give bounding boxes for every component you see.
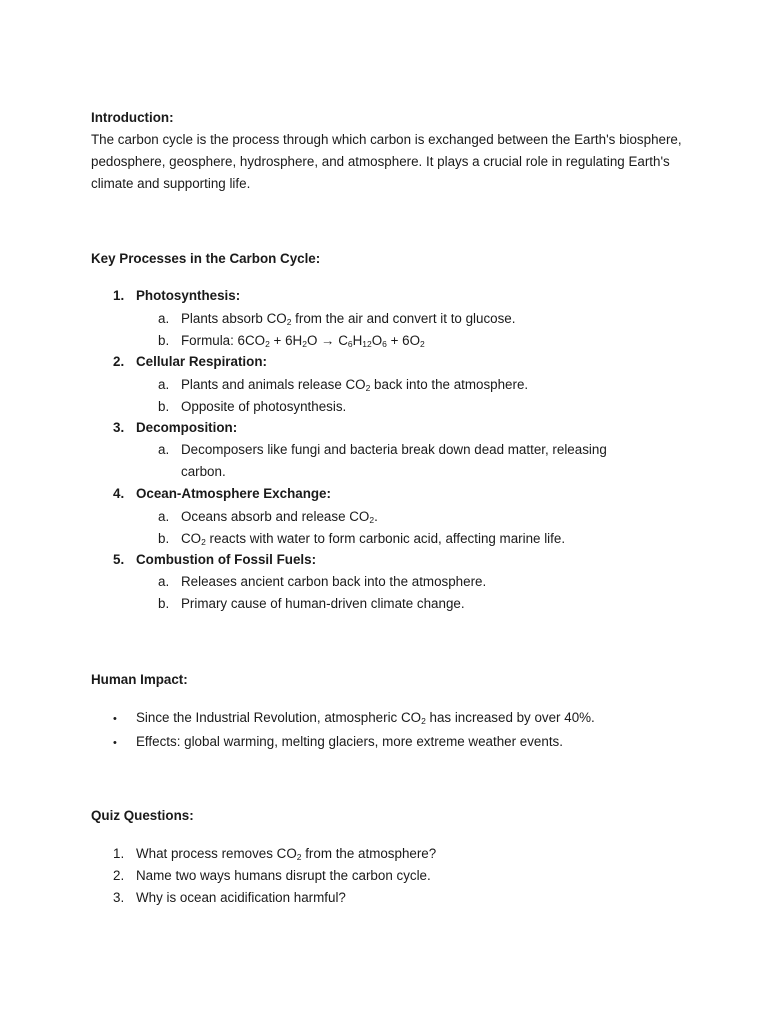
sub-item (158, 593, 658, 615)
sub-text: Plants absorb $CO_2$ from the air and convert it to glucose. (181, 311, 516, 327)
question-number: 2. (113, 868, 125, 883)
question-number: 3. (113, 890, 125, 905)
list-number: 4. (113, 486, 125, 501)
sub-letter: a. (158, 574, 170, 589)
sub-letter: b. (158, 596, 170, 611)
sub-letter: b. (158, 333, 170, 348)
quiz-question: 2. Name two ways humans disrupt the carbon cycle. (113, 865, 431, 887)
process-item-photosynthesis (113, 285, 240, 307)
quiz-heading: Quiz Questions: (91, 808, 194, 823)
formula-text: Formula: $6CO_2 + 6H_2O \to C_6H_{12}O_6 + 6O_2$ (181, 333, 425, 349)
list-number: 1. (113, 288, 125, 303)
sub-item (158, 528, 658, 550)
process-title: Ocean-Atmosphere Exchange: (136, 486, 331, 501)
sub-letter: a. (158, 442, 170, 457)
question-number: 1. (113, 846, 125, 861)
bullet-item: • Effects: global warming, melting glaciers, more extreme weather events. (113, 731, 563, 754)
sub-text: Releases ancient carbon back into the atmosphere. (181, 574, 487, 589)
intro-paragraph: The carbon cycle is the process through which carbon is exchanged between the Earth's biosphere, pedosphere, geosphere, hydrosphere, and atmosphere. It plays a crucial role in regulating Earth's climate and supporting life. (91, 132, 682, 191)
sub-item (158, 308, 658, 330)
bullet-item: • Since the Industrial Revolution, atmospheric $CO_2$ has increased by over 40%. (113, 707, 595, 730)
process-title: Photosynthesis: (136, 288, 241, 303)
sub-item-formula (158, 330, 658, 352)
sub-item (158, 506, 658, 528)
sub-item (158, 439, 658, 483)
key-processes-heading: Key Processes in the Carbon Cycle: (91, 251, 321, 266)
quiz-question: 1. What process removes $CO_2$ from the atmosphere? (113, 843, 436, 865)
process-title: Decomposition: (136, 420, 238, 435)
sub-item (158, 396, 658, 418)
sub-letter: a. (158, 311, 170, 326)
list-number: 5. (113, 552, 125, 567)
process-item-decomposition (113, 417, 237, 439)
sub-text: Plants and animals release $CO_2$ back into the atmosphere. (181, 377, 529, 393)
sub-text: Oceans absorb and release $CO_2$. (181, 509, 378, 525)
sub-letter: b. (158, 531, 170, 546)
process-item-cellular-respiration (113, 351, 267, 373)
process-title: Cellular Respiration: (136, 354, 267, 369)
process-title: Combustion of Fossil Fuels: (136, 552, 317, 567)
list-number: 2. (113, 354, 125, 369)
bullet-icon: • (113, 737, 117, 749)
process-item-combustion (113, 549, 316, 571)
sub-text: Decomposers like fungi and bacteria break down dead matter, releasing carbon. (181, 442, 607, 479)
list-number: 3. (113, 420, 125, 435)
human-impact-heading: Human Impact: (91, 672, 188, 687)
sub-item (158, 374, 658, 396)
sub-text: Opposite of photosynthesis. (181, 399, 347, 414)
sub-letter: a. (158, 509, 170, 524)
sub-text: $CO_2$ reacts with water to form carbonic acid, affecting marine life. (181, 531, 566, 547)
sub-item (158, 571, 658, 593)
sub-letter: b. (158, 399, 170, 414)
process-item-ocean-atmosphere (113, 483, 331, 505)
intro-heading: Introduction: (91, 110, 174, 125)
sub-text: Primary cause of human-driven climate change. (181, 596, 465, 611)
bullet-icon: • (113, 713, 117, 725)
quiz-question: 3. Why is ocean acidification harmful? (113, 887, 346, 909)
sub-letter: a. (158, 377, 170, 392)
